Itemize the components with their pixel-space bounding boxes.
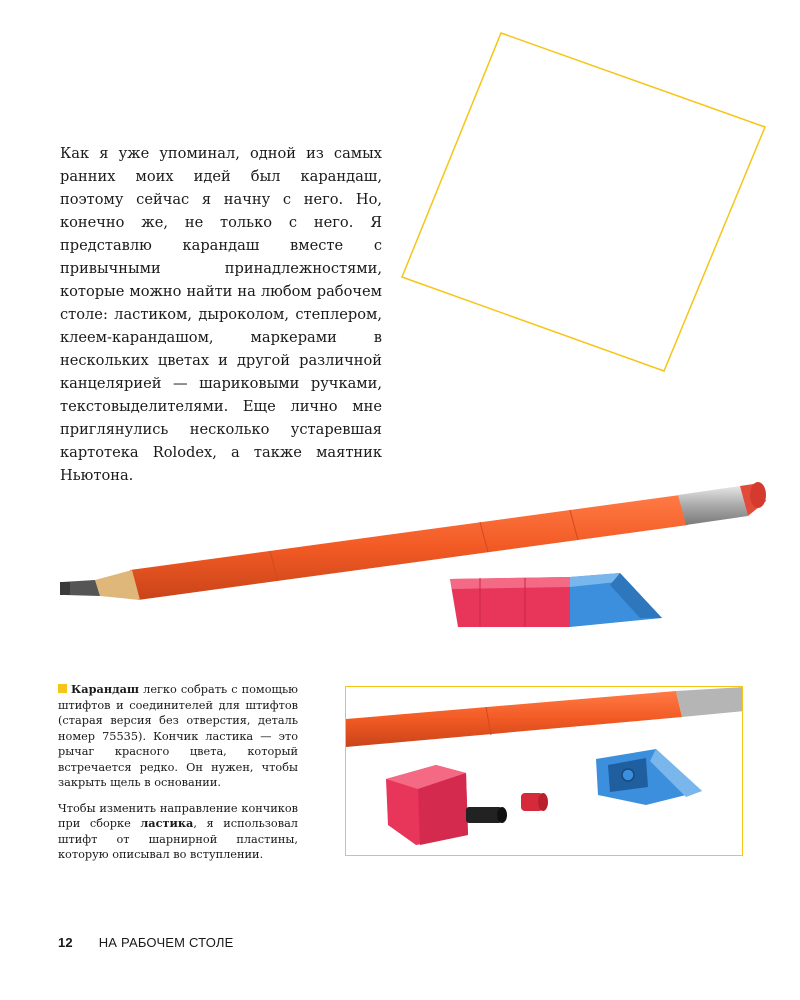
yellow-square-icon: [58, 684, 67, 693]
eraser-detail-photo: [346, 687, 743, 856]
caption-text-2a: Чтобы изменить направление кончиков при сборке: [58, 801, 298, 830]
inset-photo-frame: [345, 686, 743, 856]
caption-bold-eraser: ластика: [140, 816, 194, 830]
caption-bold-pencil: Карандаш: [71, 682, 140, 696]
pencil: [60, 482, 766, 600]
page-number: 12: [58, 935, 73, 950]
caption-paragraph-2: [58, 801, 298, 863]
caption: [58, 682, 298, 873]
caption-text-1: легко собрать с помощью штифтов и соединителей для штифтов (старая версия без отверстия, деталь номер 75535). Кончик ластика — это рычаг красного цвета, который встречается редко. Он нужен, чтобы закрыть щель в основании.: [58, 683, 298, 789]
eraser: [450, 573, 662, 627]
page-footer: [58, 935, 234, 950]
pencil-photo: [40, 455, 780, 645]
caption-paragraph-1: [58, 682, 298, 791]
body-paragraph: Как я уже упоминал, одной из самых ранних моих идей был карандаш, поэтому сейчас я начну с него. Но, конечно же, не только с него. Я представлю карандаш вместе с привычными принадлежностями, которые можно найти на любом рабочем столе: ластиком, дыроколом, степлером, клеем-карандашом, маркерами в нескольких цветах и другой различной канцелярией — шариковыми ручками, текстовыделителями. Еще лично мне приглянулись несколько устаревшая картотека Rolodex, а также маятник Ньютона.: [60, 145, 382, 484]
caption-text-2b: , я использовал штифт от шарнирной пластины, которую описывал во вступлении.: [58, 817, 298, 861]
section-title: НА РАБОЧЕМ СТОЛЕ: [98, 935, 234, 950]
